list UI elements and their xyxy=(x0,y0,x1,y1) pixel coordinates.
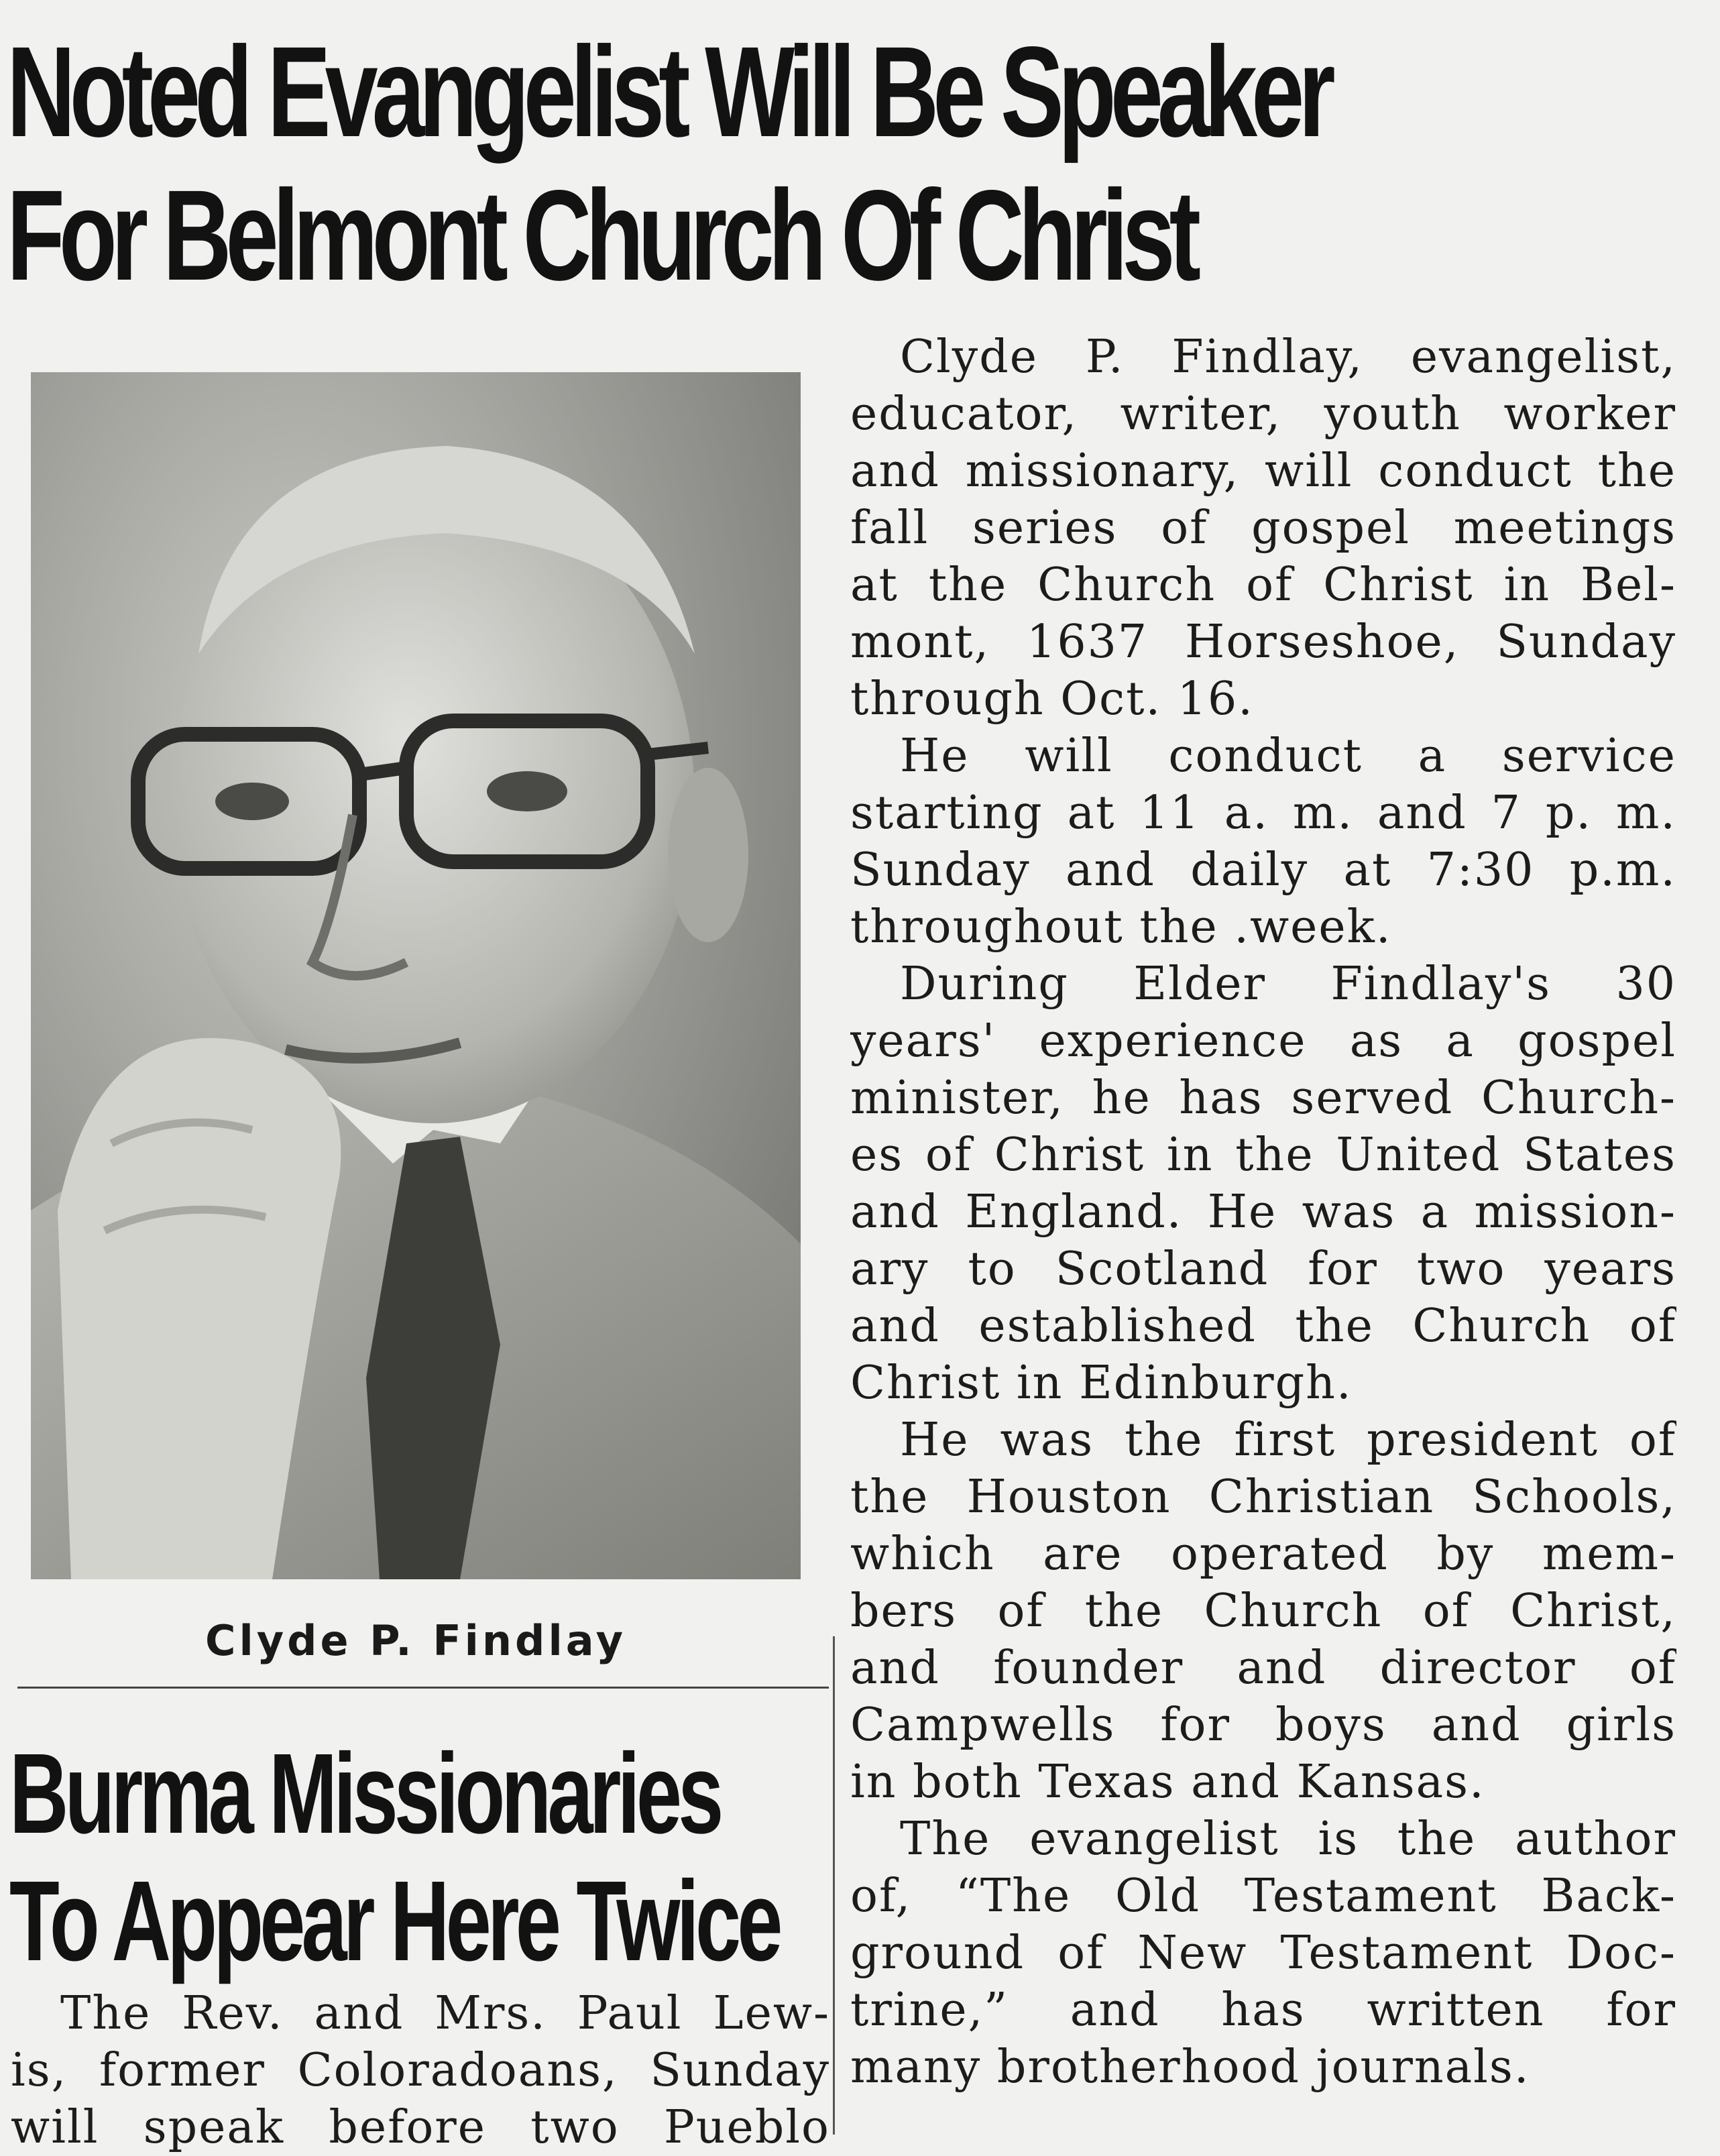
article-line: and established the Church of xyxy=(850,1300,1676,1353)
article-line: will speak before two Pueblo xyxy=(11,2101,830,2154)
article-line: mont, 1637 Horseshoe, Sunday xyxy=(850,616,1676,669)
portrait-image xyxy=(31,372,801,1579)
article-line: through Oct. 16. xyxy=(850,673,1254,726)
article-line: ary to Scotland for two years xyxy=(850,1243,1676,1296)
secondary-headline xyxy=(9,1730,830,1985)
column-divider xyxy=(833,1636,835,2135)
article-line: and founder and director of xyxy=(850,1642,1676,1695)
article-line: The evangelist is the author xyxy=(900,1813,1676,1866)
article-line: Christ in Edinburgh. xyxy=(850,1357,1353,1410)
article-line: Sunday and daily at 7:30 p.m. xyxy=(850,844,1676,897)
portrait-photo xyxy=(31,372,801,1579)
article-line: ground of New Testament Doc- xyxy=(850,1927,1676,1980)
article-line: fall series of gospel meetings xyxy=(850,502,1676,555)
article-line: is, former Coloradoans, Sunday xyxy=(11,2044,830,2097)
article-line: He was the first president of xyxy=(900,1414,1676,1467)
article-line: in both Texas and Kansas. xyxy=(850,1756,1485,1809)
photo-caption: Clyde P. Findlay xyxy=(205,1616,627,1665)
main-article-body xyxy=(850,329,1676,2096)
article-line: throughout the .week. xyxy=(850,901,1392,954)
article-line: Clyde P. Findlay, evangelist, xyxy=(900,331,1676,384)
article-line: of, “The Old Testament Back- xyxy=(850,1870,1676,1923)
article-line: educator, writer, youth worker xyxy=(850,388,1676,441)
article-line: many brotherhood journals. xyxy=(850,2041,1530,2094)
article-line: The Rev. and Mrs. Paul Lew- xyxy=(60,1987,830,2040)
article-line: minister, he has served Church- xyxy=(850,1072,1676,1125)
headline-line-2: For Belmont Church Of Christ xyxy=(7,163,1196,307)
subhead-line-1: Burma Missionaries xyxy=(9,1730,720,1858)
article-line: the Houston Christian Schools, xyxy=(850,1471,1676,1524)
article-line: During Elder Findlay's 30 xyxy=(900,958,1676,1011)
article-line: and England. He was a mission- xyxy=(850,1186,1676,1239)
article-line: Campwells for boys and girls xyxy=(850,1699,1676,1752)
article-line: bers of the Church of Christ, xyxy=(850,1585,1676,1638)
article-line: which are operated by mem- xyxy=(850,1528,1676,1581)
article-line: He will conduct a service xyxy=(900,730,1676,783)
second-article-body xyxy=(11,1985,830,2156)
article-line: years' experience as a gospel xyxy=(850,1015,1676,1068)
article-line: trine,” and has written for xyxy=(850,1984,1676,2037)
subhead-line-2: To Appear Here Twice xyxy=(9,1858,779,1985)
section-divider xyxy=(17,1687,829,1689)
article-line: at the Church of Christ in Bel- xyxy=(850,559,1676,612)
article-line: and missionary, will conduct the xyxy=(850,445,1676,498)
main-headline xyxy=(7,19,1330,307)
headline-line-1: Noted Evangelist Will Be Speaker xyxy=(7,19,1330,164)
article-line: es of Christ in the United States xyxy=(850,1129,1676,1182)
article-line: starting at 11 a. m. and 7 p. m. xyxy=(850,787,1676,840)
